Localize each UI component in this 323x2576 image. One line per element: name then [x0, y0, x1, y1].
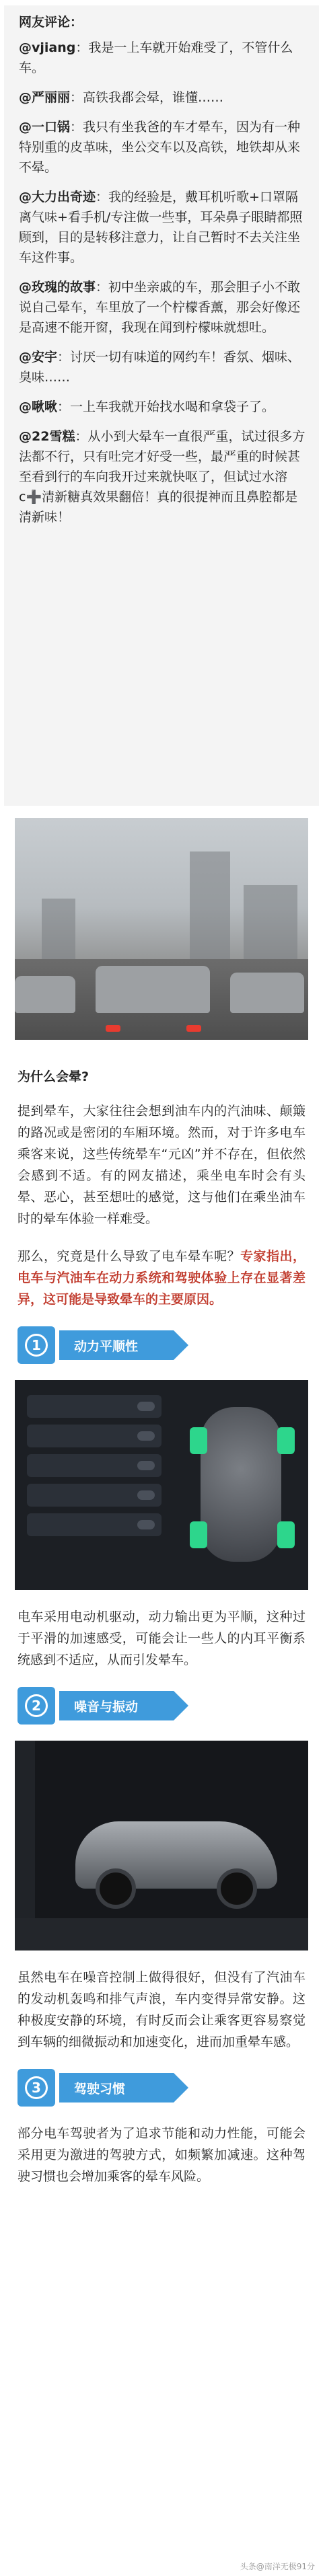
comment-item [19, 347, 310, 387]
comment-item [19, 397, 310, 417]
number-badge [17, 1687, 55, 1725]
section-title: 动力平顺性 [59, 1330, 174, 1360]
car-shape [15, 976, 75, 1013]
paragraph: 虽然电车在噪音控制上做得很好，但没有了汽油车的发动机轰鸣和排气声浪，车内变得异常安静。这种极度安静的环境，有时反而会让乘客更容易察觉到车辆的细微振动和加速变化，进而加重晕车感。 [17, 1970, 306, 2049]
tail-light [186, 1025, 201, 1032]
vehicle-settings-screen-photo [15, 1380, 308, 1590]
comment-user: @22雪糕 [19, 429, 75, 444]
comment-item [19, 38, 310, 78]
paragraph-text: 那么，究竟是什么导致了电车晕车呢？ [17, 1249, 241, 1264]
comment-user: @一口锅 [19, 120, 71, 135]
comment-text: ：讨厌一切有味道的网约车！香氛、烟味、臭味…… [19, 350, 301, 385]
car-topview-icon [201, 1407, 281, 1562]
badge-ring: 2 [25, 1694, 48, 1717]
rainy-traffic-photo [15, 818, 308, 1040]
article-body [0, 1606, 323, 1671]
comment-text: ：初中坐亲戚的车，那会胆子小不敢说自己晕车，车里放了一个柠檬香薰，那会好像还是高速不能开窗，我现在闻到柠檬味就想吐。 [19, 280, 301, 335]
comment-item [19, 87, 310, 108]
toggle-icon [137, 1431, 155, 1441]
badge-ring: 3 [25, 2076, 48, 2099]
settings-panel [27, 1395, 162, 1577]
control-strip [15, 1918, 308, 1950]
comment-text: ：一上车我就开始找水喝和拿袋子了。 [57, 400, 275, 414]
comment-user: @玫瑰的故事 [19, 280, 96, 295]
section-header-3 [17, 2069, 306, 2107]
paragraph: 电车采用电动机驱动，动力输出更为平顺，这种过于平滑的加速感受，可能会让一些人的内耳平衡系统感到不适应，从而引发晕车。 [17, 1609, 306, 1667]
comments-title: 网友评论： [19, 15, 83, 30]
comment-item [19, 426, 310, 527]
suv-display-photo [15, 1741, 308, 1950]
highlight-text: 专家指出，电车与汽油车在动力系统和驾驶体验上存在显著差异，这可能是导致晕车的主要原因。 [17, 1249, 306, 1307]
settings-row [27, 1395, 162, 1418]
settings-row [27, 1484, 162, 1507]
badge-ring: 1 [25, 1334, 48, 1357]
wheel-shape [96, 1868, 136, 1909]
tire-indicator-icon [277, 1427, 295, 1454]
paragraph: 提到晕车，大家往往会想到油车内的汽油味、颠簸的路况或是密闭的车厢环境。然而，对于许多电车乘客来说，这些传统晕车“元凶”并不存在，但依然会感到不适。有的网友描述，乘坐电车时会有头晕、恶心，甚至想吐的感觉，这与他们在乘坐油车时的晕车体验一样难受。 [17, 1104, 306, 1226]
comment-item [19, 187, 310, 268]
toggle-icon [137, 1461, 155, 1470]
comment-text: ：我的经验是，戴耳机听歌+口罩隔离气味+看手机/专注做一些事，耳朵鼻子眼睛都照顾到，目的是转移注意力，让自己暂时不去关注坐车这件事。 [19, 190, 303, 265]
section-heading: 为什么会晕? [17, 1069, 89, 1084]
section-title: 噪音与振动 [59, 1691, 174, 1720]
section-header-2 [17, 1687, 306, 1725]
car-shape [96, 966, 210, 1013]
comment-user: @安宇 [19, 350, 58, 365]
comment-item [19, 117, 310, 178]
toggle-icon [137, 1402, 155, 1411]
comment-text: ：从小到大晕车一直很严重，试过很多方法都不行，只有吐完才好受一些，最严重的时候甚至看到行的车向我开过来就快呕了，但试过水溶c➕清新糖真效果翻倍！真的很提神而且鼻腔都是清新味！ [19, 429, 306, 525]
tail-light [106, 1025, 120, 1032]
article-body [0, 2123, 323, 2187]
building-shape [190, 851, 230, 959]
paragraph [17, 1246, 306, 1310]
comment-user: @大力出奇迹 [19, 190, 96, 204]
article-body [0, 1967, 323, 2053]
toggle-icon [137, 1490, 155, 1500]
comment-user: @啾啾 [19, 400, 58, 414]
watermark: 头条@南洋无极91分 [240, 2562, 315, 2571]
comment-item [19, 277, 310, 338]
article-body [0, 1067, 323, 1310]
settings-row [27, 1454, 162, 1477]
tire-indicator-icon [190, 1427, 207, 1454]
building-shape [42, 899, 75, 959]
paragraph: 部分电车驾驶者为了追求节能和动力性能，可能会采用更为激进的驾驶方式，如频繁加减速。这种驾驶习惯也会增加乘客的晕车风险。 [17, 2126, 306, 2184]
number-badge [17, 1326, 55, 1364]
settings-row [27, 1513, 162, 1536]
building-shape [244, 885, 297, 959]
settings-row [27, 1425, 162, 1447]
comment-text: ：我只有坐我爸的车才晕车，因为有一种特别重的皮革味，坐公交车以及高铁，地铁却从来不晕。 [19, 120, 301, 175]
comment-text: ：高铁我都会晕，谁懂…… [70, 90, 224, 105]
section-title: 驾驶习惯 [59, 2073, 174, 2103]
comments-box [4, 5, 319, 806]
tire-indicator-icon [277, 1521, 295, 1548]
number-badge [17, 2069, 55, 2107]
car-shape [230, 973, 304, 1013]
section-header-1 [17, 1326, 306, 1364]
tire-indicator-icon [190, 1521, 207, 1548]
comment-user: @严丽丽 [19, 90, 71, 105]
comment-text: ：我是一上车就开始难受了，不管什么车。 [19, 40, 293, 75]
toggle-icon [137, 1520, 155, 1529]
wheel-shape [217, 1868, 257, 1909]
comment-user: @vjiang [19, 40, 76, 55]
